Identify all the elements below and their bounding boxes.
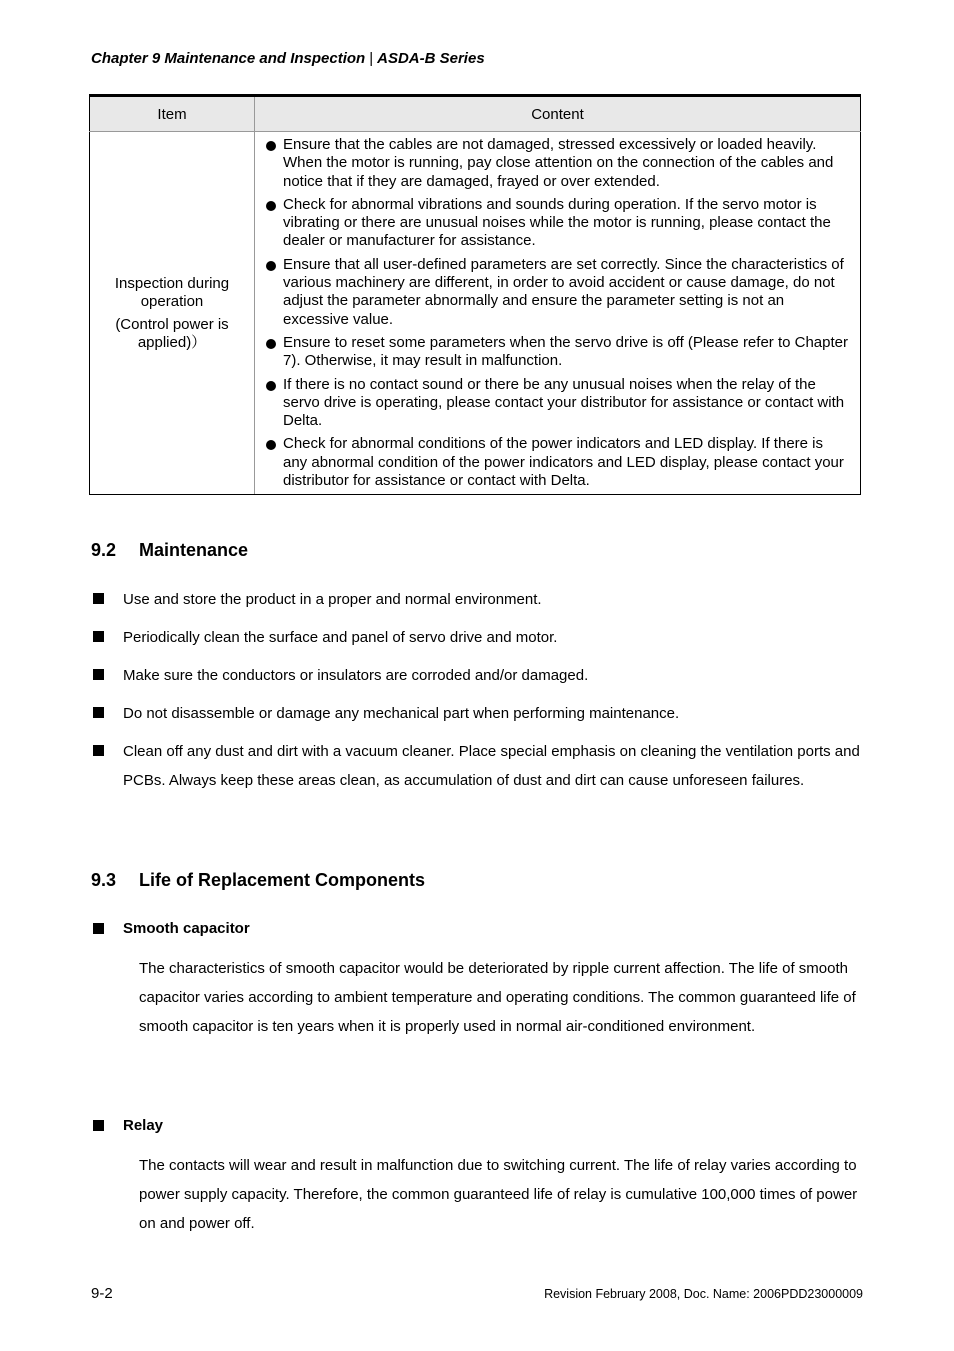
section-heading-maintenance <box>91 540 248 561</box>
bullet-dot-icon <box>266 339 276 349</box>
column-header-content: Content <box>255 96 861 132</box>
chapter-title: Chapter 9 Maintenance and Inspection <box>91 50 366 67</box>
square-bullet-icon <box>93 631 104 642</box>
subheading-text: Smooth capacitor <box>123 920 250 937</box>
bullet-text: Ensure that the cables are not damaged, stressed excessively or loaded heavily. When the motor is running, pay close attention on the connection of the cables and notice that if they are damaged, frayed or over extended. <box>283 136 834 190</box>
list-item <box>91 623 866 652</box>
section-title: Maintenance <box>139 540 249 560</box>
list-item <box>91 737 866 795</box>
list-item <box>91 699 866 728</box>
list-item-text: Use and store the product in a proper and normal environment. <box>123 591 542 608</box>
list-item-text: Periodically clean the surface and panel of servo drive and motor. <box>123 629 558 646</box>
item-sublabel: (Control power is applied)） <box>115 315 229 351</box>
list-item <box>265 376 850 431</box>
page-number: 9-2 <box>91 1285 113 1302</box>
series-name: ASDA-B Series <box>377 50 485 67</box>
bullet-dot-icon <box>266 440 276 450</box>
list-item <box>265 334 850 371</box>
relay-paragraph: The contacts will wear and result in malfunction due to switching current. The life of relay varies according to power supply capacity. Therefore, the common guaranteed life of relay is cumulative 100,000 times of power on and power off. <box>139 1157 858 1232</box>
bullet-text: Check for abnormal conditions of the power indicators and LED display. If there is any abnormal condition of the power indicators and LED display, please contact your distributor for assistance or contact with Delta. <box>283 435 844 490</box>
header-separator: | <box>369 50 374 67</box>
bullet-text: Ensure to reset some parameters when the servo drive is off (Please refer to Chapter 7). Otherwise, it may result in malfunction. <box>283 333 848 370</box>
square-bullet-icon <box>93 745 104 756</box>
square-bullet-icon <box>93 1120 104 1131</box>
section-number: 9.2 <box>91 540 117 560</box>
subheading-smooth-capacitor <box>91 919 250 939</box>
subheading-relay <box>91 1116 163 1136</box>
bullet-dot-icon <box>266 261 276 271</box>
list-item-text: Clean off any dust and dirt with a vacuum cleaner. Place special emphasis on cleaning the ventilation ports and PCBs. Always keep these areas clean, as accumulation of dust and dirt can cause unforeseen failures. <box>123 743 860 789</box>
running-header <box>91 50 485 67</box>
list-item-text: Make sure the conductors or insulators are corroded and/or damaged. <box>123 667 589 684</box>
inspection-bullet-list <box>265 136 850 490</box>
section-heading-life <box>91 870 425 891</box>
list-item <box>265 196 850 251</box>
bullet-dot-icon <box>266 141 276 151</box>
revision-note: Revision February 2008, Doc. Name: 2006PDD23000009 <box>544 1287 863 1301</box>
maintenance-list <box>91 585 866 795</box>
table-row <box>90 132 861 495</box>
table-header-row <box>90 96 861 132</box>
bullet-text: If there is no contact sound or there be any unusual noises when the relay of the servo drive is operating, please contact your distributor for assistance or contact with Delta. <box>283 375 845 430</box>
content-cell <box>255 132 861 495</box>
list-item <box>91 661 866 690</box>
bullet-text: Ensure that all user-defined parameters are set correctly. Since the characteristics of various machinery are different, in order to avoid accident or cause damage, do not adjust the parameter abnormally and ensure the parameter setting is not an excessive value. <box>283 255 844 328</box>
section-number: 9.3 <box>91 870 117 890</box>
square-bullet-icon <box>93 669 104 680</box>
capacitor-paragraph: The characteristics of smooth capacitor would be deteriorated by ripple current affection. The life of smooth capacitor varies according to ambient temperature and operating conditions. The common guaranteed life of smooth capacitor is ten years when it is properly used in normal air-conditioned environment. <box>139 960 856 1035</box>
list-item <box>265 256 850 329</box>
subheading-text: Relay <box>123 1117 164 1134</box>
item-cell <box>90 132 255 495</box>
section-title: Life of Replacement Components <box>139 870 426 890</box>
list-item <box>265 136 850 191</box>
bullet-dot-icon <box>266 201 276 211</box>
item-label: Inspection during operation <box>114 274 230 310</box>
list-item-text: Do not disassemble or damage any mechanical part when performing maintenance. <box>123 705 680 722</box>
square-bullet-icon <box>93 707 104 718</box>
list-item <box>265 435 850 490</box>
bullet-dot-icon <box>266 381 276 391</box>
square-bullet-icon <box>93 593 104 604</box>
inspection-table <box>89 94 861 495</box>
square-bullet-icon <box>93 923 104 934</box>
bullet-text: Check for abnormal vibrations and sounds during operation. If the servo motor is vibrating or there are unusual noises while the motor is running, please contact the dealer or manufacturer for assistance. <box>283 195 831 250</box>
list-item <box>91 585 866 614</box>
column-header-item: Item <box>90 96 255 132</box>
